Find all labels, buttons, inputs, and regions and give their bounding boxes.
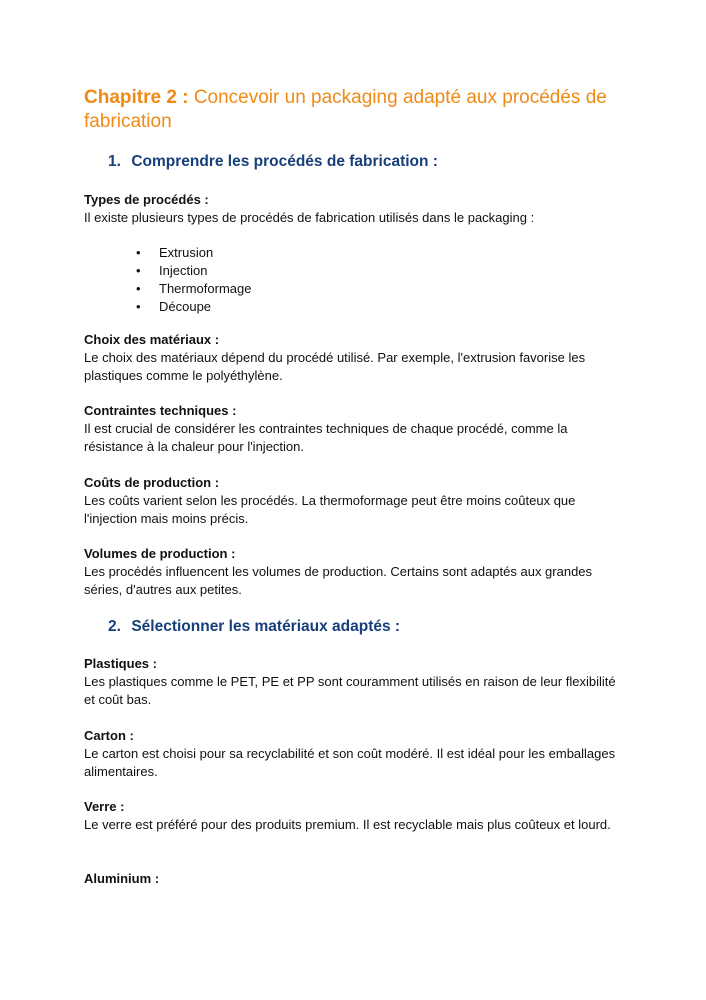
section-2-title: Sélectionner les matériaux adaptés : bbox=[131, 618, 401, 635]
carton-label: Carton : bbox=[84, 728, 134, 743]
bullet-icon: • bbox=[136, 245, 141, 260]
couts-block bbox=[84, 474, 624, 528]
carton-text: Le carton est choisi pour sa recyclabilité et son coût modéré. Il est idéal pour les emballages alimentaires. bbox=[84, 746, 616, 779]
volumes-text: Les procédés influencent les volumes de production. Certains sont adaptés aux grandes séries, d'autres aux petites. bbox=[84, 564, 593, 597]
contraintes-label: Contraintes techniques : bbox=[84, 403, 237, 418]
plastiques-label: Plastiques : bbox=[84, 656, 157, 671]
section-2-number: 2. bbox=[108, 618, 121, 635]
section-1-title: Comprendre les procédés de fabrication : bbox=[131, 153, 438, 170]
contraintes-block bbox=[84, 402, 624, 456]
volumes-label: Volumes de production : bbox=[84, 546, 236, 561]
couts-label: Coûts de production : bbox=[84, 475, 220, 490]
choix-block bbox=[84, 331, 624, 385]
choix-text: Le choix des matériaux dépend du procédé utilisé. Par exemple, l'extrusion favorise les plastiques comme le polyéthylène. bbox=[84, 350, 586, 383]
section-1-heading bbox=[108, 153, 438, 171]
contraintes-text: Il est crucial de considérer les contraintes techniques de chaque procédé, comme la résistance à la chaleur pour l'injection. bbox=[84, 421, 568, 454]
chapter-title-text: Concevoir un packaging adapté aux procédés de fabrication bbox=[84, 87, 607, 132]
list-item: • Injection bbox=[136, 263, 208, 278]
bullet-icon: • bbox=[136, 263, 141, 278]
types-text: Il existe plusieurs types de procédés de fabrication utilisés dans le packaging : bbox=[84, 210, 535, 225]
types-label: Types de procédés : bbox=[84, 192, 209, 207]
list-item: • Extrusion bbox=[136, 245, 214, 260]
types-block bbox=[84, 191, 624, 227]
section-1-number: 1. bbox=[108, 153, 121, 170]
list-item: • Thermoformage bbox=[136, 281, 252, 296]
volumes-block bbox=[84, 545, 624, 599]
process-list bbox=[136, 244, 251, 316]
list-item: • Découpe bbox=[136, 299, 212, 314]
section-2-heading bbox=[108, 618, 400, 636]
plastiques-block bbox=[84, 655, 624, 709]
bullet-icon: • bbox=[136, 281, 141, 296]
choix-label: Choix des matériaux : bbox=[84, 332, 220, 347]
couts-text: Les coûts varient selon les procédés. La thermoformage peut être moins coûteux que l'injection mais moins précis. bbox=[84, 493, 576, 526]
bullet-icon: • bbox=[136, 299, 141, 314]
verre-label: Verre : bbox=[84, 799, 125, 814]
carton-block bbox=[84, 727, 624, 781]
plastiques-text: Les plastiques comme le PET, PE et PP sont couramment utilisés en raison de leur flexibilité et coût bas. bbox=[84, 674, 616, 707]
verre-text: Le verre est préféré pour des produits premium. Il est recyclable mais plus coûteux et lourd. bbox=[84, 817, 611, 832]
verre-block bbox=[84, 798, 624, 834]
aluminium-block bbox=[84, 870, 624, 888]
chapter-title bbox=[84, 86, 644, 134]
chapter-label: Chapitre 2 : bbox=[84, 87, 189, 108]
aluminium-label: Aluminium : bbox=[84, 871, 160, 886]
